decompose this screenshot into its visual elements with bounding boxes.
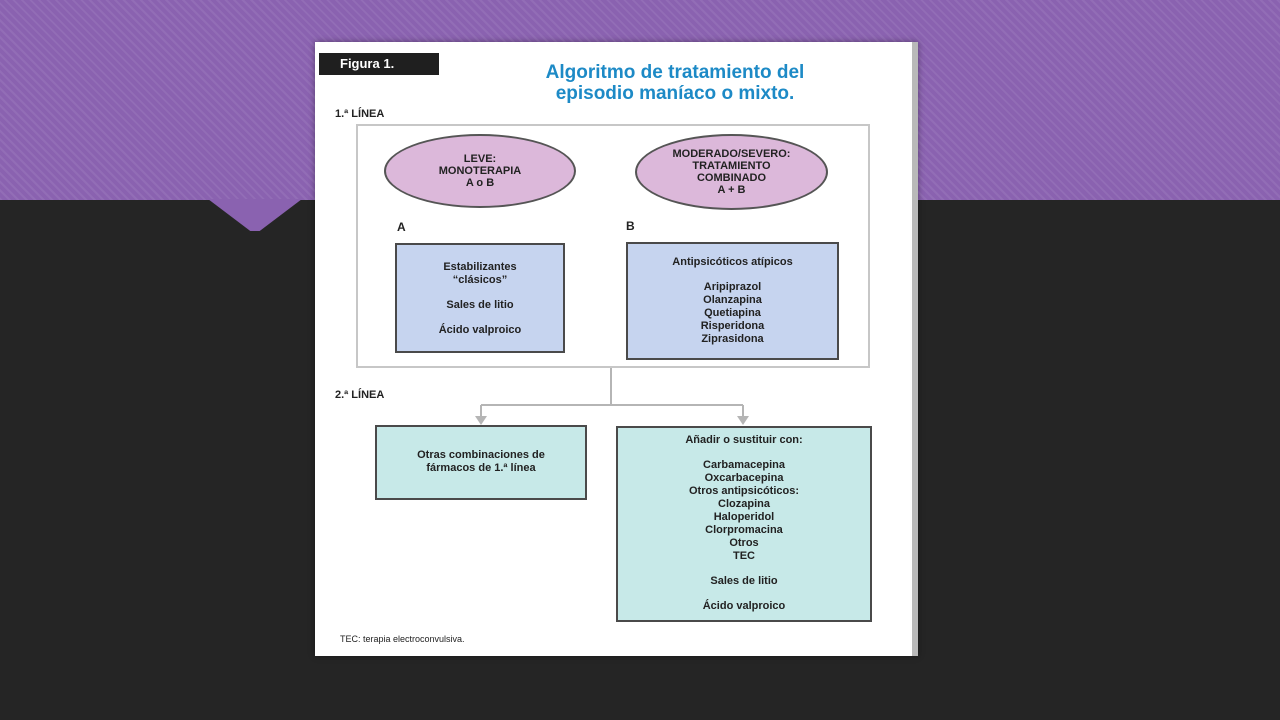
box-text-line: Ácido valproico xyxy=(438,324,522,336)
decorative-notch xyxy=(208,199,302,231)
box-text-line: Aripiprazol xyxy=(703,281,762,293)
box-text-line: Otras combinaciones de xyxy=(417,449,545,461)
first-line-label: 1.ª LÍNEA xyxy=(335,108,385,120)
add-or-replace-box xyxy=(616,426,872,622)
box-spacer xyxy=(618,588,870,600)
box-text-line: Oxcarbacepina xyxy=(704,472,784,484)
option-a-letter: A xyxy=(397,220,406,234)
box-text-line: Añadir o sustituir con: xyxy=(685,434,803,446)
node-text-line: MODERADO/SEVERO: xyxy=(672,148,791,160)
node-text-line: TRATAMIENTO xyxy=(692,160,771,172)
box-text-line: Sales de litio xyxy=(446,299,514,311)
arrowhead-left xyxy=(475,416,487,425)
figure-image xyxy=(315,42,918,656)
box-text-line: Ziprasidona xyxy=(701,333,764,345)
box-text-line: Ácido valproico xyxy=(702,600,786,612)
box-text-line: Carbamacepina xyxy=(703,459,785,471)
box-text-line: Otros antipsicóticos: xyxy=(688,485,800,497)
node-text-line: COMBINADO xyxy=(696,172,767,184)
option-b-letter: B xyxy=(626,219,635,233)
other-combinations-box xyxy=(375,425,587,500)
box-text-line: Olanzapina xyxy=(703,294,762,306)
box-text-line: Otros xyxy=(729,537,759,549)
box-spacer xyxy=(618,447,870,459)
figure-title-line: Algoritmo de tratamiento del xyxy=(545,62,805,83)
figure-tag: Figura 1. xyxy=(319,53,439,75)
arrowhead-right xyxy=(737,416,749,425)
box-spacer xyxy=(618,563,870,575)
box-text-line: Antipsicóticos atípicos xyxy=(672,256,793,268)
box-text-line: Haloperidol xyxy=(713,511,775,523)
node-text-line: A o B xyxy=(465,177,495,189)
box-text-line: Sales de litio xyxy=(710,575,778,587)
footnote: TEC: terapia electroconvulsiva. xyxy=(340,634,465,644)
node-text-line: A + B xyxy=(717,184,746,196)
box-text-line: fármacos de 1.ª línea xyxy=(426,462,536,474)
box-text-line: Estabilizantes xyxy=(443,261,517,273)
box-text-line: Quetiapina xyxy=(704,307,761,319)
node-text-line: LEVE: xyxy=(463,153,497,165)
node-text-line: MONOTERAPIA xyxy=(438,165,522,177)
box-text-line: Clozapina xyxy=(718,498,770,510)
box-text-line: “clásicos” xyxy=(452,274,508,286)
figure-title-line: episodio maníaco o mixto. xyxy=(555,83,795,104)
box-text-line: Risperidona xyxy=(700,320,765,332)
box-text-line: Clorpromacina xyxy=(705,524,783,536)
box-text-line: TEC xyxy=(733,550,755,562)
second-line-label: 2.ª LÍNEA xyxy=(335,389,385,401)
